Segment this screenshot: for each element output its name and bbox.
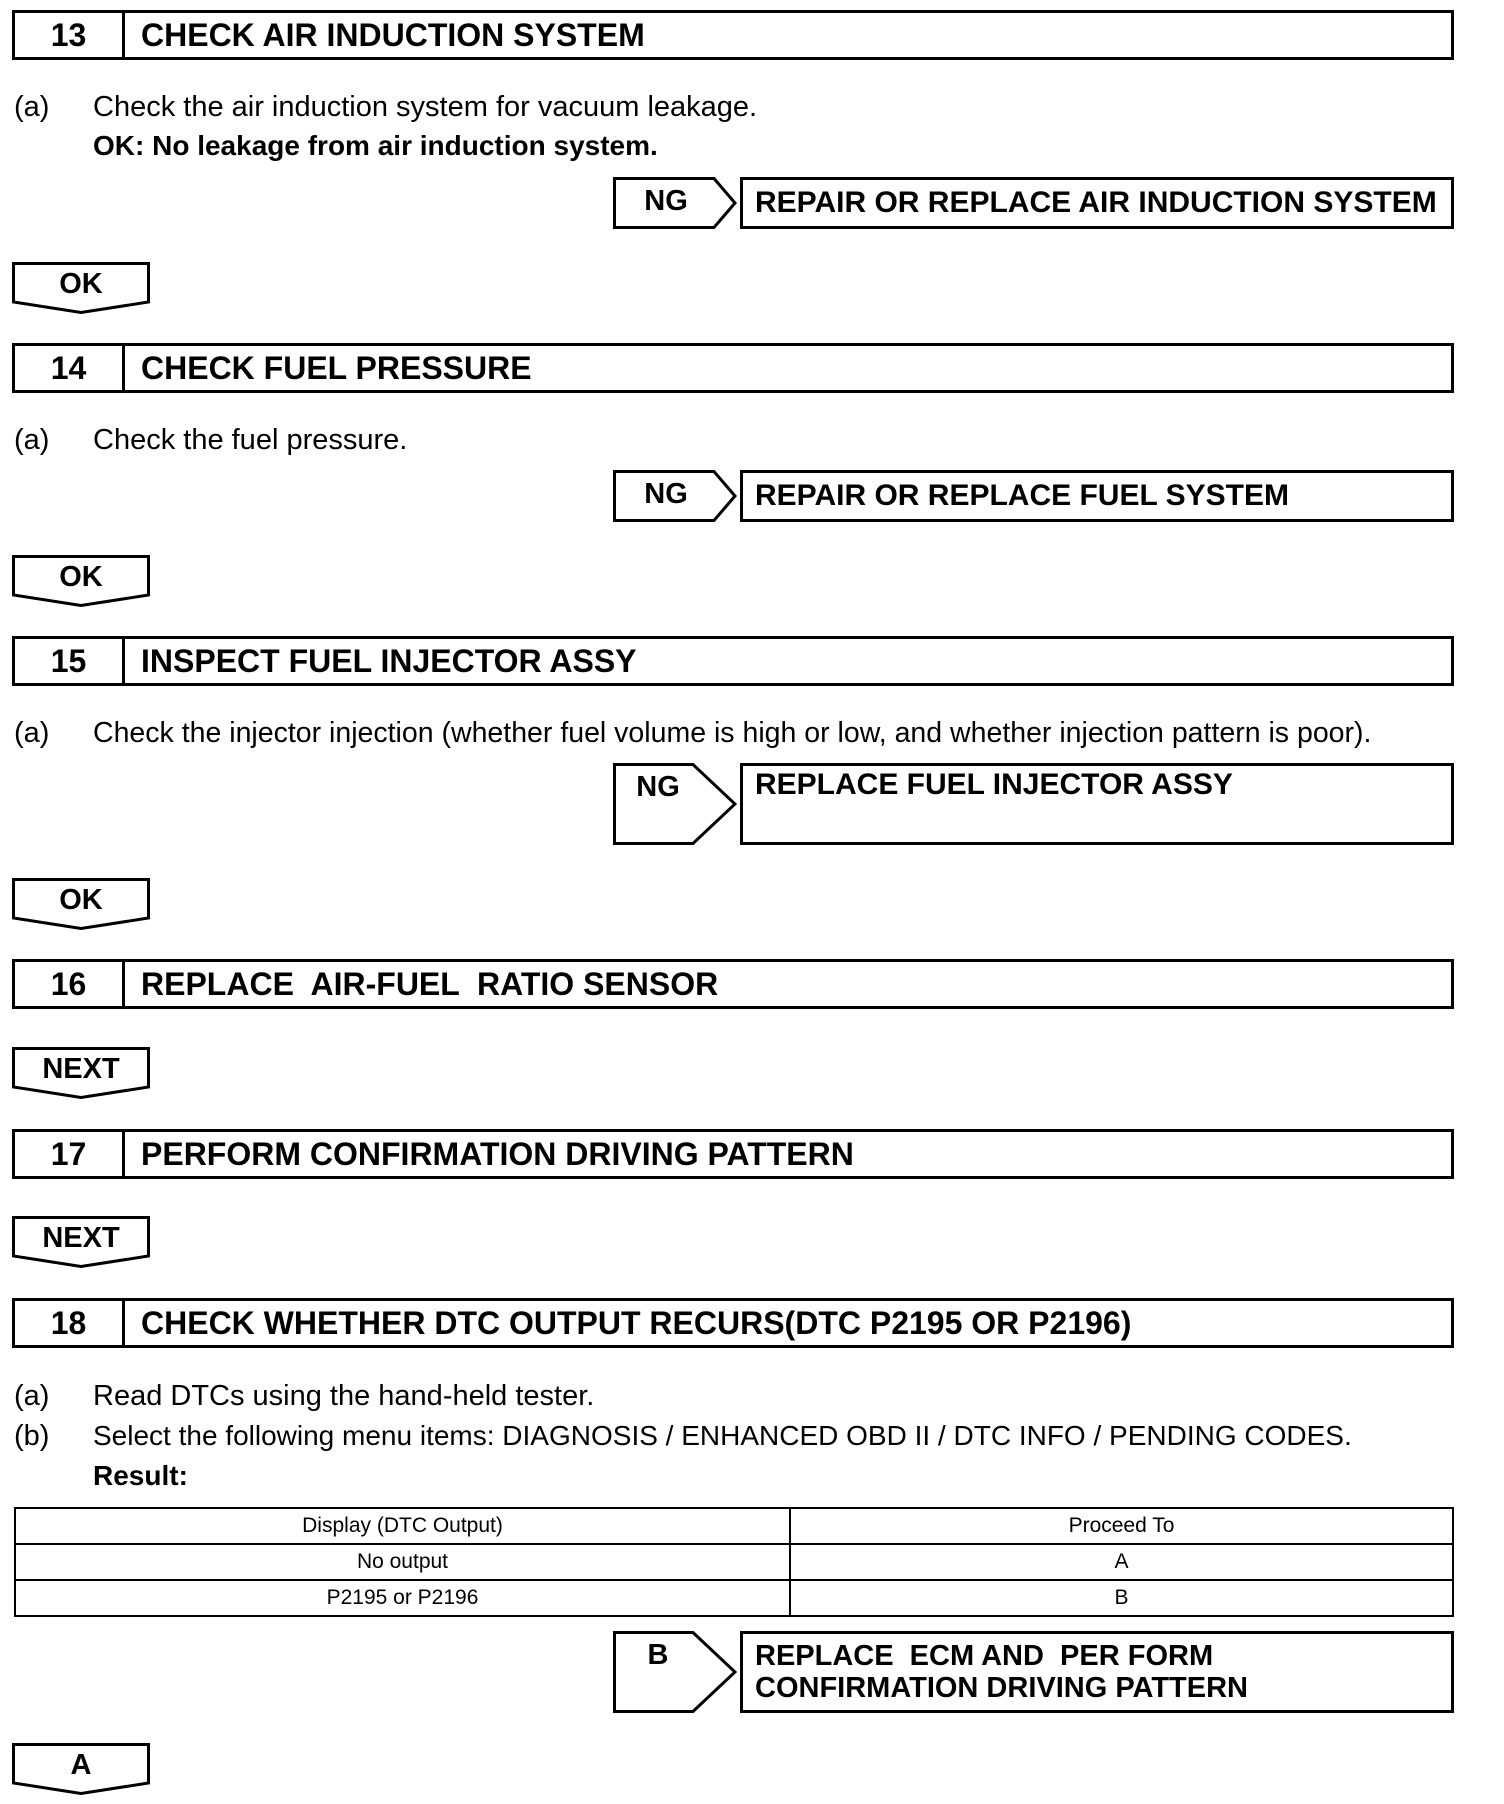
step-title: INSPECT FUEL INJECTOR ASSY — [141, 642, 637, 679]
ng-branch-arrow — [613, 763, 737, 845]
down-arrow-label: OK — [59, 268, 103, 300]
a-down-arrow — [12, 1743, 150, 1795]
step-16-header — [12, 959, 1454, 1009]
b-action-line-2: CONFIRMATION DRIVING PATTERN — [755, 1672, 1248, 1704]
down-arrow-label: NEXT — [42, 1053, 120, 1085]
ng-branch-arrow — [613, 177, 737, 229]
ok-down-arrow — [12, 262, 150, 314]
ok-down-arrow — [12, 555, 150, 607]
down-arrow-label: NEXT — [42, 1222, 120, 1254]
b-branch-arrow — [613, 1631, 737, 1713]
table-cell: B — [790, 1580, 1453, 1616]
table-header-row — [15, 1508, 1453, 1544]
down-arrow-label: OK — [59, 884, 103, 916]
b-action-box — [740, 1631, 1454, 1713]
step-14-header — [12, 343, 1454, 393]
ok-criteria: OK: No leakage from air induction system. — [93, 130, 658, 161]
next-down-arrow — [12, 1047, 150, 1099]
table-header-cell: Display (DTC Output) — [15, 1508, 790, 1544]
down-arrow-label: A — [70, 1749, 92, 1781]
ng-action-box: REPAIR OR REPLACE AIR INDUCTION SYSTEM — [740, 177, 1454, 229]
ok-down-arrow — [12, 878, 150, 930]
instruction-text: Check the air induction system for vacuum leakage. — [93, 91, 758, 123]
next-down-arrow — [12, 1216, 150, 1268]
branch-label: B — [647, 1639, 669, 1671]
down-arrow-label: OK — [59, 561, 103, 593]
instruction-text: Check the fuel pressure. — [93, 424, 408, 456]
step-13-header — [12, 10, 1454, 60]
step-title: CHECK WHETHER DTC OUTPUT RECURS(DTC P2195 OR P2196) — [141, 1304, 1132, 1341]
step-title: CHECK FUEL PRESSURE — [141, 349, 532, 386]
table-row — [15, 1580, 1453, 1616]
table-row — [15, 1544, 1453, 1580]
step-17-header — [12, 1129, 1454, 1179]
ng-action-box: REPAIR OR REPLACE FUEL SYSTEM — [740, 470, 1454, 522]
table-cell: A — [790, 1544, 1453, 1580]
item-label: (a) — [14, 717, 50, 749]
step-number: 13 — [15, 13, 125, 57]
step-number: 18 — [15, 1301, 125, 1345]
ng-label: NG — [644, 478, 688, 510]
ng-label: NG — [644, 185, 688, 217]
instruction-text: Read DTCs using the hand-held tester. — [93, 1380, 595, 1412]
item-label: (a) — [14, 1380, 50, 1412]
step-number: 16 — [15, 962, 125, 1006]
item-label: (b) — [14, 1420, 50, 1452]
step-18-header — [12, 1298, 1454, 1348]
table-cell: No output — [15, 1544, 790, 1580]
table-cell: P2195 or P2196 — [15, 1580, 790, 1616]
ng-label: NG — [636, 771, 680, 803]
item-label: (a) — [14, 91, 50, 123]
instruction-text: Check the injector injection (whether fuel volume is high or low, and whether injection pattern is poor). — [93, 717, 1372, 749]
instruction-text: Select the following menu items: DIAGNOSIS / ENHANCED OBD II / DTC INFO / PENDING CODES. — [93, 1420, 1352, 1451]
step-title: CHECK AIR INDUCTION SYSTEM — [141, 16, 645, 53]
b-action-line-1: REPLACE ECM AND PER FORM — [755, 1640, 1214, 1672]
step-15-header — [12, 636, 1454, 686]
step-title: PERFORM CONFIRMATION DRIVING PATTERN — [141, 1135, 854, 1172]
step-number: 14 — [15, 346, 125, 390]
item-label: (a) — [14, 424, 50, 456]
ng-branch-arrow — [613, 470, 737, 522]
step-title: REPLACE AIR-FUEL RATIO SENSOR — [141, 965, 719, 1002]
result-table — [14, 1507, 1454, 1617]
result-label: Result: — [93, 1460, 188, 1491]
ng-action-box: REPLACE FUEL INJECTOR ASSY — [740, 763, 1454, 845]
table-header-cell: Proceed To — [790, 1508, 1453, 1544]
step-number: 17 — [15, 1132, 125, 1176]
step-number: 15 — [15, 639, 125, 683]
